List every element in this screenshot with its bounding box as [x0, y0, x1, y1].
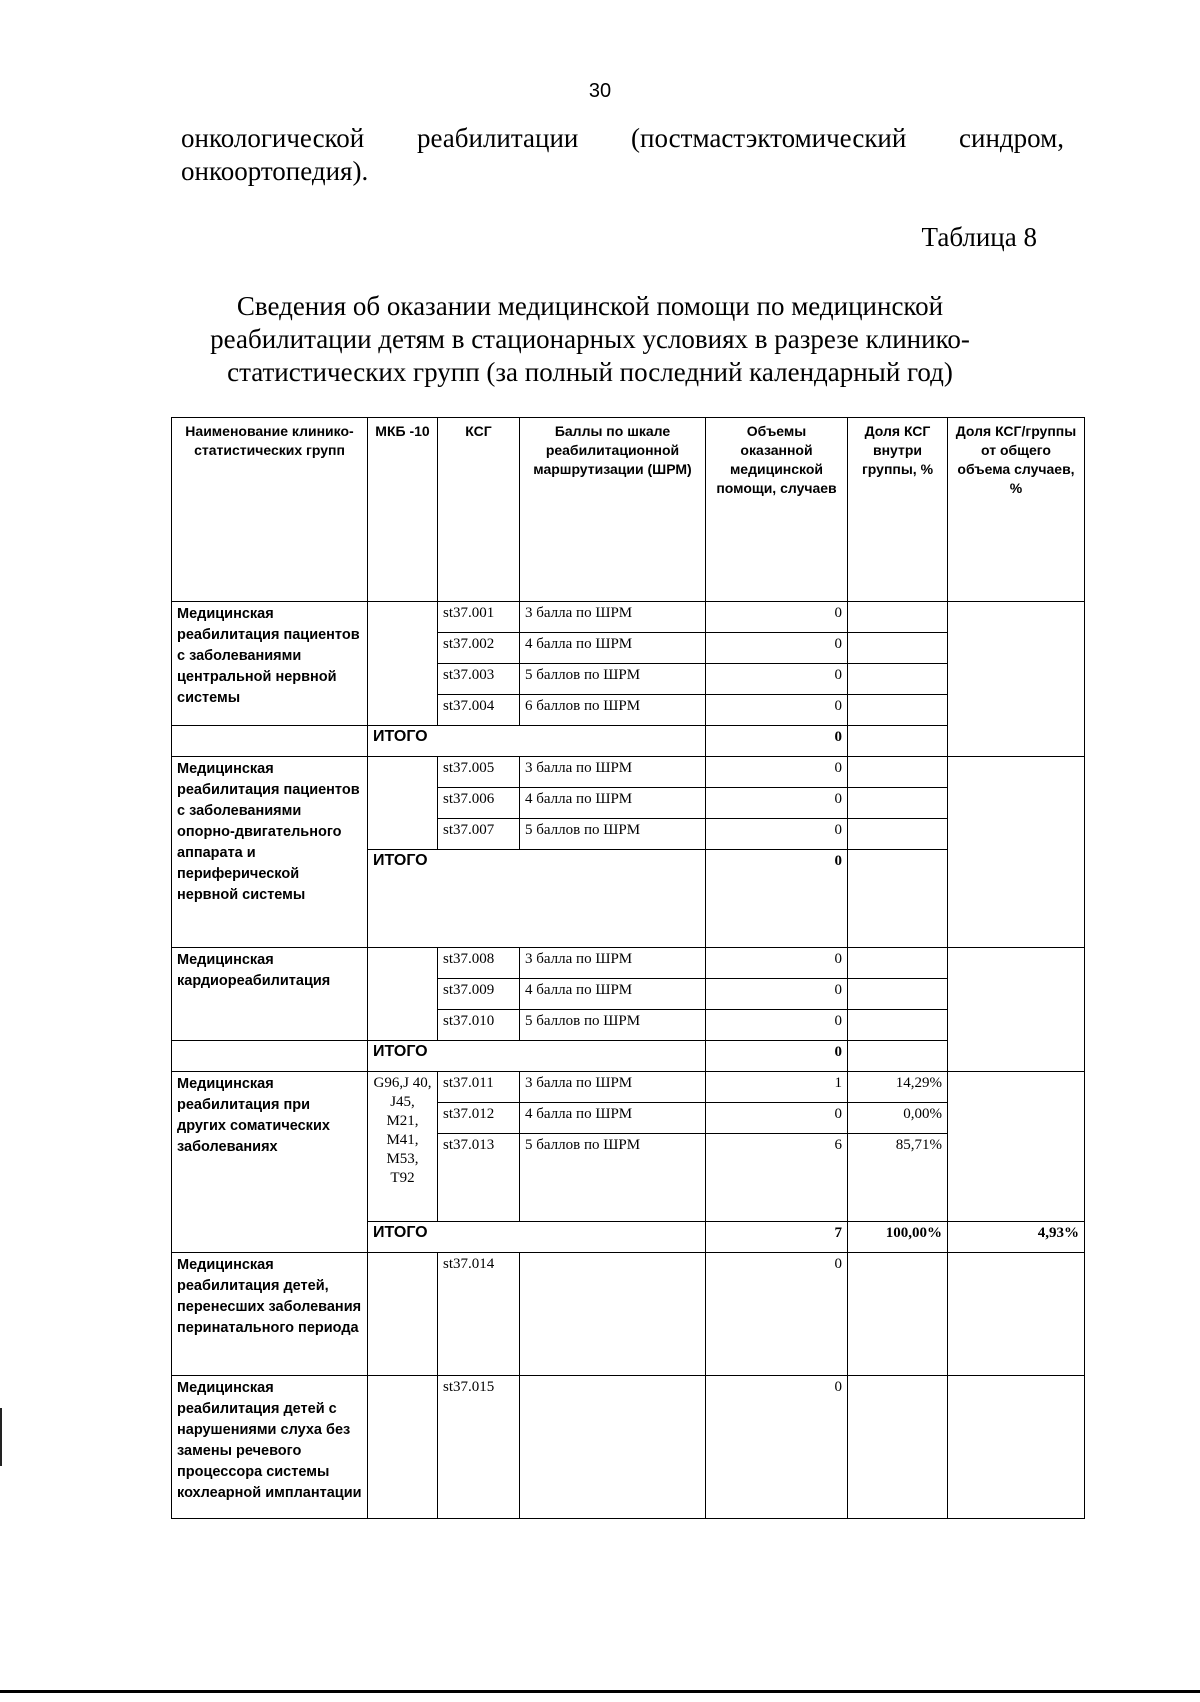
share-cell: 85,71% [848, 1134, 948, 1222]
shrm-cell: 3 балла по ШРМ [520, 602, 706, 633]
table-row [172, 948, 1085, 979]
volume-cell: 0 [706, 1010, 848, 1041]
table-header-row [172, 418, 1085, 602]
shrm-cell: 5 баллов по ШРМ [520, 1134, 706, 1222]
share-cell [848, 788, 948, 819]
group-name: Медицинская кардиореабилитация [172, 948, 368, 1041]
shrm-cell: 4 балла по ШРМ [520, 788, 706, 819]
scan-edge-mark [0, 1408, 2, 1466]
shrm-cell: 4 балла по ШРМ [520, 979, 706, 1010]
total-share-cell [848, 726, 948, 757]
table-row [172, 1376, 1085, 1519]
total-label: ИТОГО [368, 726, 706, 757]
intro-line-1 [181, 122, 1064, 155]
share-cell [848, 602, 948, 633]
overall-share-cell [948, 1376, 1085, 1519]
table-row [172, 1253, 1085, 1376]
share-cell [848, 633, 948, 664]
mkb-cell [368, 602, 438, 726]
shrm-cell: 3 балла по ШРМ [520, 948, 706, 979]
ksg-cell: st37.003 [438, 664, 520, 695]
ksg-cell: st37.002 [438, 633, 520, 664]
volume-cell: 6 [706, 1134, 848, 1222]
ksg-cell: st37.004 [438, 695, 520, 726]
header-mkb: МКБ -10 [368, 418, 438, 602]
intro-word: онкологической [181, 123, 365, 153]
total-label: ИТОГО [368, 1041, 706, 1072]
ksg-cell: st37.008 [438, 948, 520, 979]
share-cell [848, 1253, 948, 1376]
ksg-cell: st37.011 [438, 1072, 520, 1103]
header-volume: Объемы оказанной медицинской помощи, случаев [706, 418, 848, 602]
header-share-in-group: Доля КСГ внутри группы, % [848, 418, 948, 602]
total-share-cell [848, 1041, 948, 1072]
share-cell: 14,29% [848, 1072, 948, 1103]
group-name-continuation [172, 1041, 368, 1072]
volume-cell: 0 [706, 819, 848, 850]
share-cell [848, 664, 948, 695]
share-cell [848, 695, 948, 726]
volume-cell: 0 [706, 695, 848, 726]
share-cell [848, 979, 948, 1010]
shrm-cell: 5 баллов по ШРМ [520, 819, 706, 850]
intro-word: реабилитации [416, 123, 579, 153]
title-line: реабилитации детям в стационарных условиях в разрезе клинико- [210, 324, 970, 354]
mkb-cell [368, 948, 438, 1041]
ksg-cell: st37.010 [438, 1010, 520, 1041]
shrm-cell [520, 1253, 706, 1376]
header-shrm: Баллы по шкале реабилитационной маршрутизации (ШРМ) [520, 418, 706, 602]
total-overall-cell: 4,93% [948, 1222, 1085, 1253]
ksg-cell: st37.013 [438, 1134, 520, 1222]
ksg-cell: st37.005 [438, 757, 520, 788]
ksg-cell: st37.006 [438, 788, 520, 819]
total-share-cell: 100,00% [848, 1222, 948, 1253]
volume-cell: 0 [706, 1376, 848, 1519]
table-number: Таблица 8 [921, 222, 1037, 252]
ksg-cell: st37.009 [438, 979, 520, 1010]
group-name: Медицинская реабилитация детей с нарушениями слуха без замены речевого процессора системы кохлеарной имплантации [172, 1376, 368, 1519]
shrm-cell: 4 балла по ШРМ [520, 1103, 706, 1134]
group-name: Медицинская реабилитация при других соматических заболеваниях [172, 1072, 368, 1253]
mkb-cell [368, 1376, 438, 1519]
total-label: ИТОГО [368, 1222, 706, 1253]
total-volume-cell: 0 [706, 1041, 848, 1072]
group-name-continuation [172, 726, 368, 757]
shrm-cell: 6 баллов по ШРМ [520, 695, 706, 726]
table-row [172, 757, 1085, 788]
ksg-cell: st37.015 [438, 1376, 520, 1519]
volume-cell: 0 [706, 602, 848, 633]
header-share-overall: Доля КСГ/группы от общего объема случаев, % [948, 418, 1085, 602]
overall-share-cell [948, 1072, 1085, 1222]
shrm-cell: 4 балла по ШРМ [520, 633, 706, 664]
shrm-cell: 5 баллов по ШРМ [520, 664, 706, 695]
table-title [140, 290, 1040, 389]
share-cell [848, 1376, 948, 1519]
volume-cell: 0 [706, 757, 848, 788]
header-ksg: КСГ [438, 418, 520, 602]
header-group-name: Наименование клинико-статистических групп [172, 418, 368, 602]
volume-cell: 0 [706, 1103, 848, 1134]
title-line: Сведения об оказании медицинской помощи по медицинской [236, 291, 944, 321]
shrm-cell: 3 балла по ШРМ [520, 1072, 706, 1103]
overall-share-cell [948, 948, 1085, 1072]
mkb-cell [368, 757, 438, 850]
volume-cell: 0 [706, 788, 848, 819]
ksg-cell: st37.014 [438, 1253, 520, 1376]
volume-cell: 0 [706, 633, 848, 664]
intro-word: синдром, [959, 123, 1064, 153]
intro-line-2: онкоортопедия). [181, 156, 369, 186]
table-row [172, 1072, 1085, 1103]
overall-share-cell [948, 602, 1085, 757]
share-cell [848, 948, 948, 979]
share-cell [848, 819, 948, 850]
share-cell: 0,00% [848, 1103, 948, 1134]
group-name: Медицинская реабилитация пациентов с заболеваниями центральной нервной системы [172, 602, 368, 726]
share-cell [848, 1010, 948, 1041]
table-row [172, 602, 1085, 633]
total-volume-cell: 0 [706, 850, 848, 948]
total-share-cell [848, 850, 948, 948]
volume-cell: 0 [706, 1253, 848, 1376]
shrm-cell: 3 балла по ШРМ [520, 757, 706, 788]
mkb-cell: G96,J 40, J45, M21, M41, M53, T92 [368, 1072, 438, 1222]
page-bottom-rule [0, 1690, 1200, 1693]
total-label: ИТОГО [368, 850, 706, 948]
volume-cell: 0 [706, 979, 848, 1010]
intro-paragraph [181, 122, 1064, 188]
intro-word: (постмастэктомический [631, 123, 907, 153]
rehab-stats-table [171, 417, 1085, 1519]
share-cell [848, 757, 948, 788]
group-name: Медицинская реабилитация пациентов с заболеваниями опорно-двигательного аппарата и периферической нервной системы [172, 757, 368, 948]
shrm-cell [520, 1376, 706, 1519]
page-number: 30 [588, 80, 612, 102]
volume-cell: 0 [706, 948, 848, 979]
title-line: статистических групп (за полный последний календарный год) [227, 357, 953, 387]
total-volume-cell: 7 [706, 1222, 848, 1253]
volume-cell: 0 [706, 664, 848, 695]
overall-share-cell [948, 757, 1085, 948]
ksg-cell: st37.007 [438, 819, 520, 850]
shrm-cell: 5 баллов по ШРМ [520, 1010, 706, 1041]
volume-cell: 1 [706, 1072, 848, 1103]
mkb-cell [368, 1253, 438, 1376]
group-name: Медицинская реабилитация детей, перенесших заболевания перинатального периода [172, 1253, 368, 1376]
total-volume-cell: 0 [706, 726, 848, 757]
overall-share-cell [948, 1253, 1085, 1376]
ksg-cell: st37.001 [438, 602, 520, 633]
ksg-cell: st37.012 [438, 1103, 520, 1134]
